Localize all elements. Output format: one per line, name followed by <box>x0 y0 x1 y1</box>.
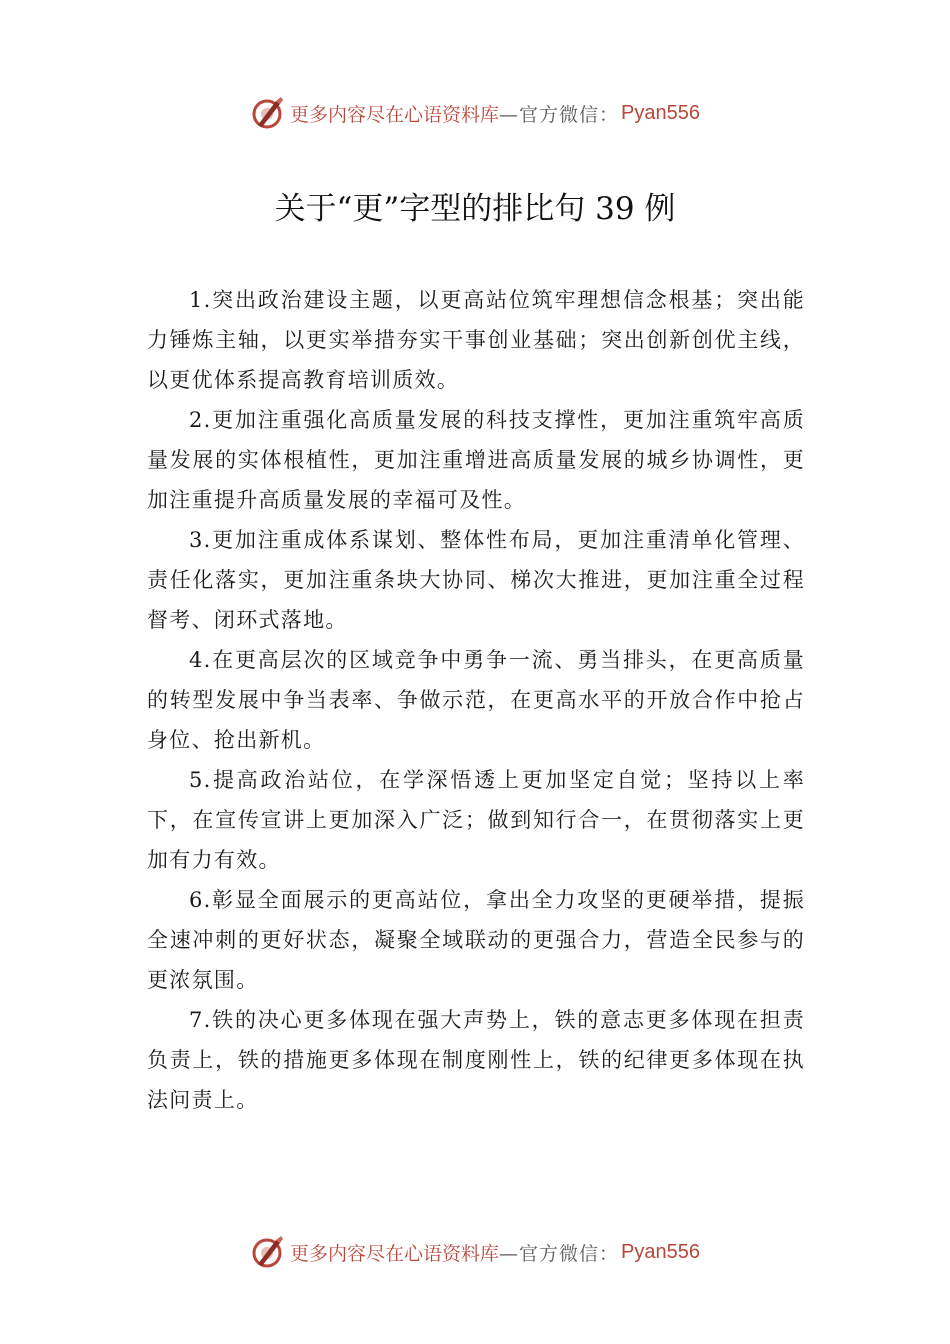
paragraph-4: 4.在更高层次的区域竞争中勇争一流、勇当排头，在更高质量的转型发展中争当表率、争做示范，在更高水平的开放合作中抢占身位、抢出新机。 <box>147 648 805 752</box>
footer-account-id: Pyan556 <box>621 1240 700 1263</box>
header-slogan: 更多内容尽在心语资料库 <box>290 103 500 126</box>
document-title: 关于“更”字型的排比句 39 例 <box>274 191 676 227</box>
paragraph-7: 7.铁的决心更多体现在强大声势上，铁的意志更多体现在担责负责上，铁的措施更多体现在制度刚性上，铁的纪律更多体现在执法问责上。 <box>147 1008 805 1112</box>
footer-banner <box>0 1232 950 1272</box>
paragraph-6: 6.彰显全面展示的更高站位，拿出全力攻坚的更硬举措，提振全速冲刺的更好状态，凝聚全域联动的更强合力，营造全民参与的更浓氛围。 <box>147 888 805 992</box>
header-account-id: Pyan556 <box>621 101 700 124</box>
header-banner <box>0 93 950 133</box>
footer-account-label: —官方微信： <box>499 1242 620 1265</box>
footer-slogan: 更多内容尽在心语资料库 <box>290 1242 500 1265</box>
paragraph-5: 5.提高政治站位，在学深悟透上更加坚定自觉；坚持以上率下，在宣传宣讲上更加深入广泛；做到知行合一，在贯彻落实上更加有力有效。 <box>147 768 805 872</box>
paragraph-1: 1.突出政治建设主题，以更高站位筑牢理想信念根基；突出能力锤炼主轴，以更实举措夯实干事创业基础；突出创新创优主线，以更优体系提高教育培训质效。 <box>147 288 805 392</box>
paragraph-2: 2.更加注重强化高质量发展的科技支撑性，更加注重筑牢高质量发展的实体根植性，更加注重增进高质量发展的城乡协调性，更加注重提升高质量发展的幸福可及性。 <box>147 408 805 512</box>
pen-logo-icon <box>250 95 286 131</box>
pen-logo-icon <box>250 1234 286 1270</box>
document-body <box>147 280 805 1120</box>
paragraph-3: 3.更加注重成体系谋划、整体性布局，更加注重清单化管理、责任化落实，更加注重条块大协同、梯次大推进，更加注重全过程督考、闭环式落地。 <box>147 528 805 632</box>
header-account-label: —官方微信： <box>499 103 620 126</box>
